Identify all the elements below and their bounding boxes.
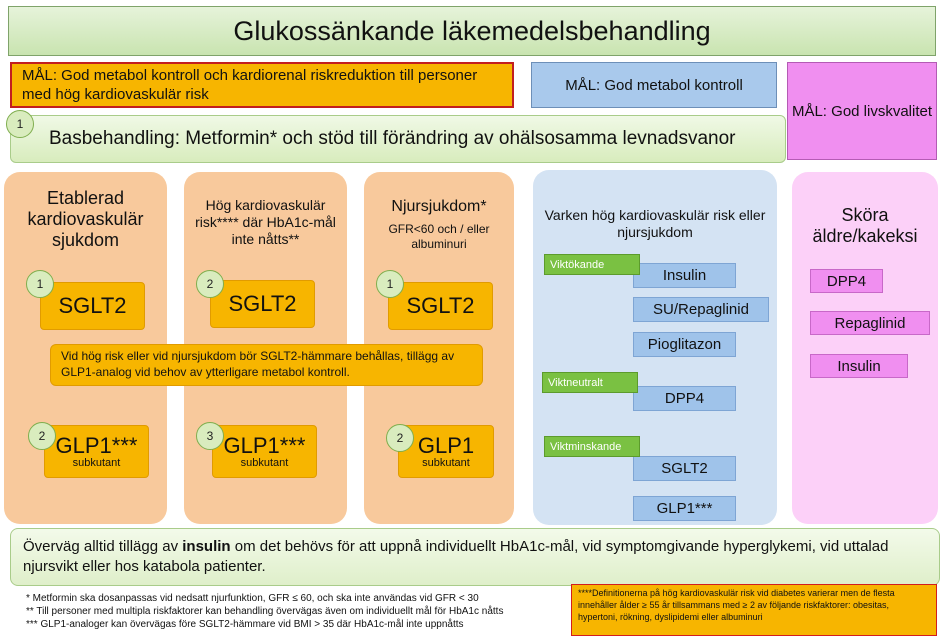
drug-glp1-risk [212, 425, 317, 478]
drug-sglt2-risk: SGLT2 [210, 280, 315, 328]
column-heading-high-risk: Hög kardiovaskulär risk**** där HbA1c-mål inte nåtts** [195, 197, 336, 247]
drug-glp1-cv [44, 425, 149, 478]
step-badge-cv-1: 1 [26, 270, 54, 298]
high-risk-definition: ****Definitionerna på hög kardiovaskulär risk vid diabetes varierar men de flesta innehåller ålder ≥ 55 år tillsammans med ≥ 2 av följande riskfaktorer: obesitas, hypertoni, rökning, dyslipidemi eller albuminuri [571, 584, 937, 636]
footnotes [26, 592, 566, 631]
drug-glp1-risk-sub: subkutant [240, 456, 289, 469]
column-subheading-kidney: GFR<60 och / eller albuminuri [388, 222, 490, 251]
drug-glp1-metabolic: GLP1*** [633, 496, 736, 521]
goal-metabolic: MÅL: God metabol kontroll [531, 62, 777, 108]
drug-pioglitazon: Pioglitazon [633, 332, 736, 357]
drug-sglt2-cv: SGLT2 [40, 282, 145, 330]
page-title: Glukossänkande läkemedelsbehandling [8, 6, 936, 56]
column-heading-kidney: Njursjukdom* [391, 198, 487, 215]
footnote-metformin: * Metformin ska dosanpassas vid nedsatt njurfunktion, GFR ≤ 60, och ska inte användas vid GFR < 30 [26, 593, 479, 604]
drug-repaglinid-frail: Repaglinid [810, 311, 930, 335]
drug-glp1-kidney-sub: subkutant [422, 456, 470, 469]
drug-su-repaglinid: SU/Repaglinid [633, 297, 769, 322]
step-badge-kidney-1: 1 [376, 270, 404, 298]
step-badge-risk-2: 3 [196, 422, 224, 450]
insulin-note-before: Överväg alltid tillägg av [23, 538, 183, 555]
tag-weight-loss: Viktminskande [544, 436, 640, 457]
step-badge-base: 1 [6, 110, 34, 138]
footnote-multiple-risk: ** Till personer med multipla riskfaktorer kan behandling övervägas även om individuellt mål för HbA1c nåtts [26, 606, 504, 617]
base-treatment-text: Basbehandling: Metformin* och stöd till förändring av ohälsosamma levnadsvanor [49, 128, 736, 149]
drug-insulin-frail: Insulin [810, 354, 908, 378]
frail-heading: Sköra äldre/kakeksi [812, 205, 918, 246]
drug-glp1-cv-label: GLP1*** [55, 432, 138, 458]
insulin-note-bold: insulin [182, 538, 231, 555]
drug-sglt2-metabolic: SGLT2 [633, 456, 736, 481]
drug-glp1-cv-sub: subkutant [72, 456, 121, 469]
column-heading-cardiovascular: Etablerad kardiovaskulär sjukdom [27, 188, 144, 250]
drug-sglt2-kidney: SGLT2 [388, 282, 493, 330]
step-badge-risk-1: 2 [196, 270, 224, 298]
drug-glp1-risk-label: GLP1*** [223, 432, 306, 458]
base-treatment-box [10, 115, 786, 163]
insulin-note-after: om det behövs för att uppnå individuellt HbA1c-mål, vid symptomgivande hyperglykemi, vid uttalad njursvikt eller hos katabola patienter. [23, 538, 889, 575]
drug-dpp4-frail: DPP4 [810, 269, 883, 293]
tag-weight-neutral: Viktneutralt [542, 372, 638, 393]
footnote-glp1-bmi: *** GLP1-analoger kan övervägas före SGLT2-hämmare vid BMI > 35 där HbA1c-mål inte uppnåtts [26, 619, 464, 630]
insulin-note [10, 528, 940, 586]
sglt2-keep-note: Vid hög risk eller vid njursjukdom bör SGLT2-hämmare behållas, tillägg av GLP1-analog vid behov av ytterligare metabol kontroll. [50, 344, 483, 386]
drug-insulin-metabolic: Insulin [633, 263, 736, 288]
metabolic-heading: Varken hög kardiovaskulär risk eller njursjukdom [544, 207, 766, 240]
goal-cardiorenal: MÅL: God metabol kontroll och kardiorenal riskreduktion till personer med hög kardiovaskulär risk [10, 62, 514, 108]
goal-quality-of-life: MÅL: God livskvalitet [787, 62, 937, 160]
step-badge-cv-2: 2 [28, 422, 56, 450]
tag-weight-gain: Viktökande [544, 254, 640, 275]
drug-dpp4-metabolic: DPP4 [633, 386, 736, 411]
step-badge-kidney-2: 2 [386, 424, 414, 452]
drug-glp1-kidney-label: GLP1 [417, 432, 475, 458]
